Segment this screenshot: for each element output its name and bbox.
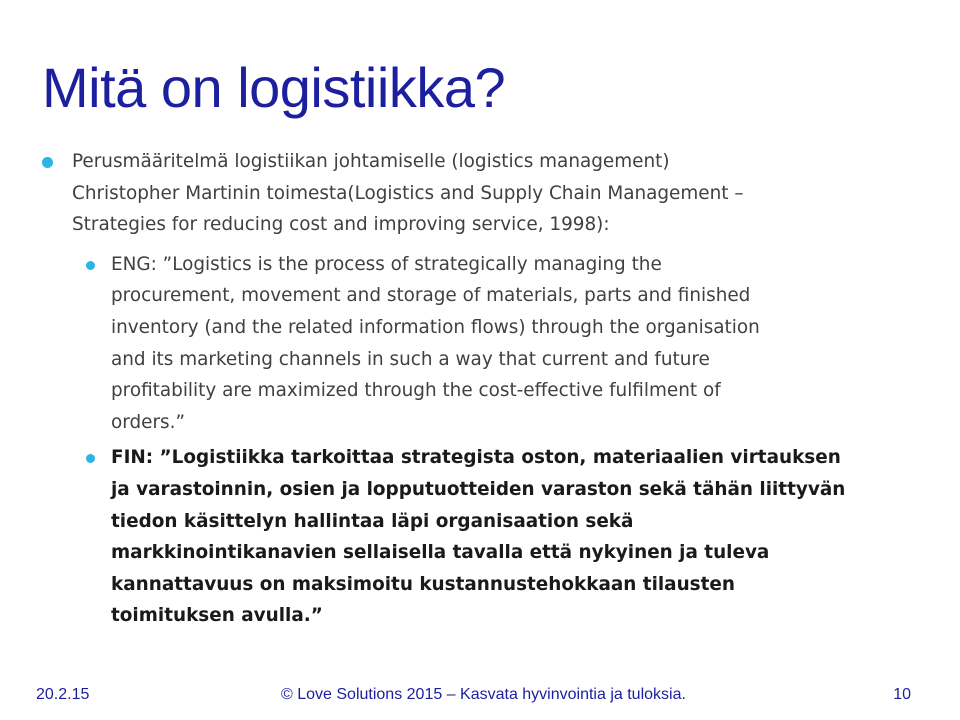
bullet-dot-icon xyxy=(42,157,53,168)
slide-title: Mitä on logistiikka? xyxy=(42,56,506,119)
sub-bullet-text-line: ja varastoinnin, osien ja lopputuotteiden varaston sekä tähän liittyvän xyxy=(111,478,846,500)
footer-date: 20.2.15 xyxy=(36,686,90,703)
footer-page-number: 10 xyxy=(893,686,911,703)
footer-copyright: © Love Solutions 2015 – Kasvata hyvinvointia ja tuloksia. xyxy=(281,686,686,703)
bullet-text-line: Strategies for reducing cost and improving service, 1998): xyxy=(72,214,610,236)
sub-bullet-text-line: procurement, movement and storage of materials, parts and finished xyxy=(111,285,751,307)
sub-bullet-text-line: ENG: ”Logistics is the process of strategically managing the xyxy=(111,253,662,275)
sub-bullet-text-line: orders.” xyxy=(111,411,185,433)
sub-bullet-dot-icon xyxy=(86,454,95,463)
sub-bullet-dot-icon xyxy=(86,261,95,270)
sub-bullet-text-line: FIN: ”Logistiikka tarkoittaa strategista oston, materiaalien virtauksen xyxy=(111,447,841,469)
sub-bullet-text-line: and its marketing channels in such a way that current and future xyxy=(111,348,710,370)
bullet-text-line: Perusmääritelmä logistiikan johtamiselle (logistics management) xyxy=(72,151,670,172)
sub-bullet-text-line: markkinointikanavien sellaisella tavalla että nykyinen ja tuleva xyxy=(111,542,770,564)
sub-bullet-text-line: tiedon käsittelyn hallintaa läpi organisaation sekä xyxy=(111,510,634,532)
sub-bullet-text-line: toimituksen avulla.” xyxy=(111,605,323,627)
sub-bullet-text-line: profitability are maximized through the cost-effective fulfilment of xyxy=(111,380,721,402)
sub-bullet-text-line: kannattavuus on maksimoitu kustannustehokkaan tilausten xyxy=(111,573,735,595)
sub-bullet-text-line: inventory (and the related information flows) through the organisation xyxy=(111,316,760,338)
slide-content xyxy=(0,146,960,632)
bullet-definition-intro xyxy=(0,146,912,241)
bullet-text-line: Christopher Martinin toimesta(Logistics and Supply Chain Management – xyxy=(72,182,744,204)
sub-bullet-english-definition xyxy=(0,249,871,439)
sub-bullet-finnish-definition xyxy=(0,442,871,632)
